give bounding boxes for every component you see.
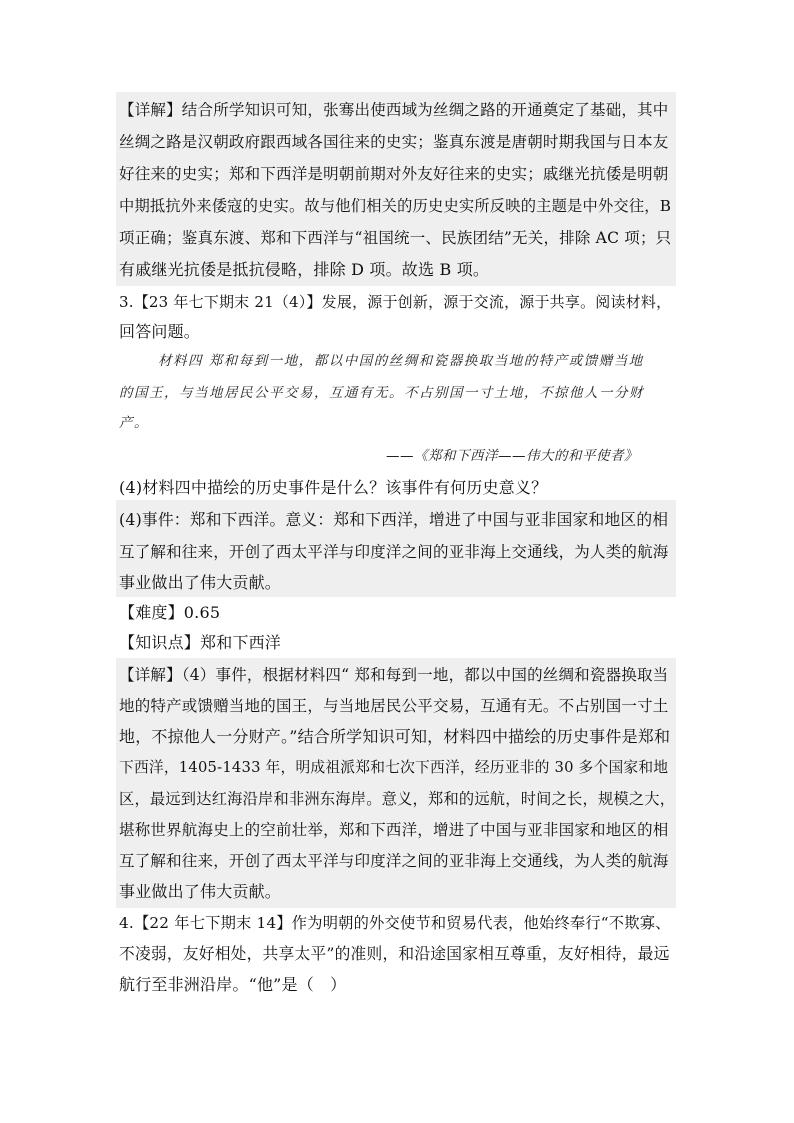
material-source: ——《郑和下西洋——伟大的和平使者》: [386, 448, 638, 464]
question-line: 不凌弱，友好相处，共享太平”的准则，和沿途国家相互尊重，友好相待，最远: [119, 944, 670, 963]
detail2-line: 事业做出了伟大贡献。: [119, 882, 282, 901]
detail-line: 项正确；鉴真东渡、郑和下西洋与“祖国统一、民族团结”无关，排除 AC 项；只: [119, 229, 672, 247]
detail2-line: 区，最远到达红海沿岸和非洲东海岸。意义，郑和的远航，时间之长，规模之大，: [119, 790, 676, 808]
detail-line: 丝绸之路是汉朝政府跟西域各国往来的史实；鉴真东渡是唐朝时期我国与日本友: [119, 133, 669, 151]
material-line: 的国王，与当地居民公平交易，互通有无。不占别国一寸土地，不掠他人一分财: [119, 385, 644, 401]
detail2-line: 地，不掠他人一分财产。”结合所学知识可知，材料四中描绘的历史事件是郑和: [119, 727, 671, 746]
knowledge-point-label: 【知识点】郑和下西洋: [119, 633, 282, 652]
subquestion: (4)材料四中描绘的历史事件是什么？该事件有何历史意义？: [119, 478, 548, 497]
detail-line: 好往来的史实；郑和下西洋是明朝前期对外友好往来的史实；戚继光抗倭是明朝: [119, 165, 669, 183]
detail2-line: 地的特产或馈赠当地的国王，与当地居民公平交易，互通有无。不占别国一寸土: [119, 697, 669, 715]
question-line: 航行至非洲沿岸。“他”是（ ）: [119, 975, 347, 994]
difficulty-label: 【难度】0.65: [119, 603, 221, 622]
question-line: 回答问题。: [119, 322, 201, 341]
detail2-line: 互了解和往来，开创了西太平洋与印度洋之间的亚非海上交通线，为人类的航海: [119, 852, 669, 870]
question-line: 3.【23 年七下期末 21（4）】发展，源于创新，源于交流，源于共享。阅读材料，: [119, 293, 672, 311]
answer-line: 互了解和往来，开创了西太平洋与印度洋之间的亚非海上交通线，为人类的航海: [119, 543, 669, 561]
detail2-line: 堪称世界航海史上的空前壮举，郑和下西洋，增进了中国与亚非国家和地区的相: [119, 821, 669, 839]
detail-block-background: [116, 92, 676, 286]
question-line: 4.【22 年七下期末 14】作为明朝的外交使节和贸易代表，他始终奉行“不欺寡、: [119, 914, 671, 932]
answer-line: (4)事件：郑和下西洋。意义：郑和下西洋，增进了中国与亚非国家和地区的相: [119, 510, 669, 529]
detail-line: 有戚继光抗倭是抵抗侵略，排除 D 项。故选 B 项。: [119, 260, 490, 279]
detail2-line: 下西洋，1405-1433 年，明成祖派郑和七次下西洋，经历亚非的 30 多个国家和地: [119, 759, 669, 776]
detail-line: 中期抵抗外来倭寇的史实。故与他们相关的历史史实所反映的主题是中外交往，B: [119, 197, 672, 215]
material-line: 产。: [119, 415, 149, 431]
detail2-line: 【详解】（4）事件，根据材料四“ 郑和每到一地，都以中国的丝绸和瓷器换取当: [119, 666, 669, 684]
material-line: 材料四 郑和每到一地，都以中国的丝绸和瓷器换取当地的特产或馈赠当地: [158, 353, 644, 369]
detail-line: 【详解】结合所学知识可知，张骞出使西域为丝绸之路的开通奠定了基础，其中: [119, 101, 669, 119]
answer-line: 事业做出了伟大贡献。: [119, 573, 282, 592]
